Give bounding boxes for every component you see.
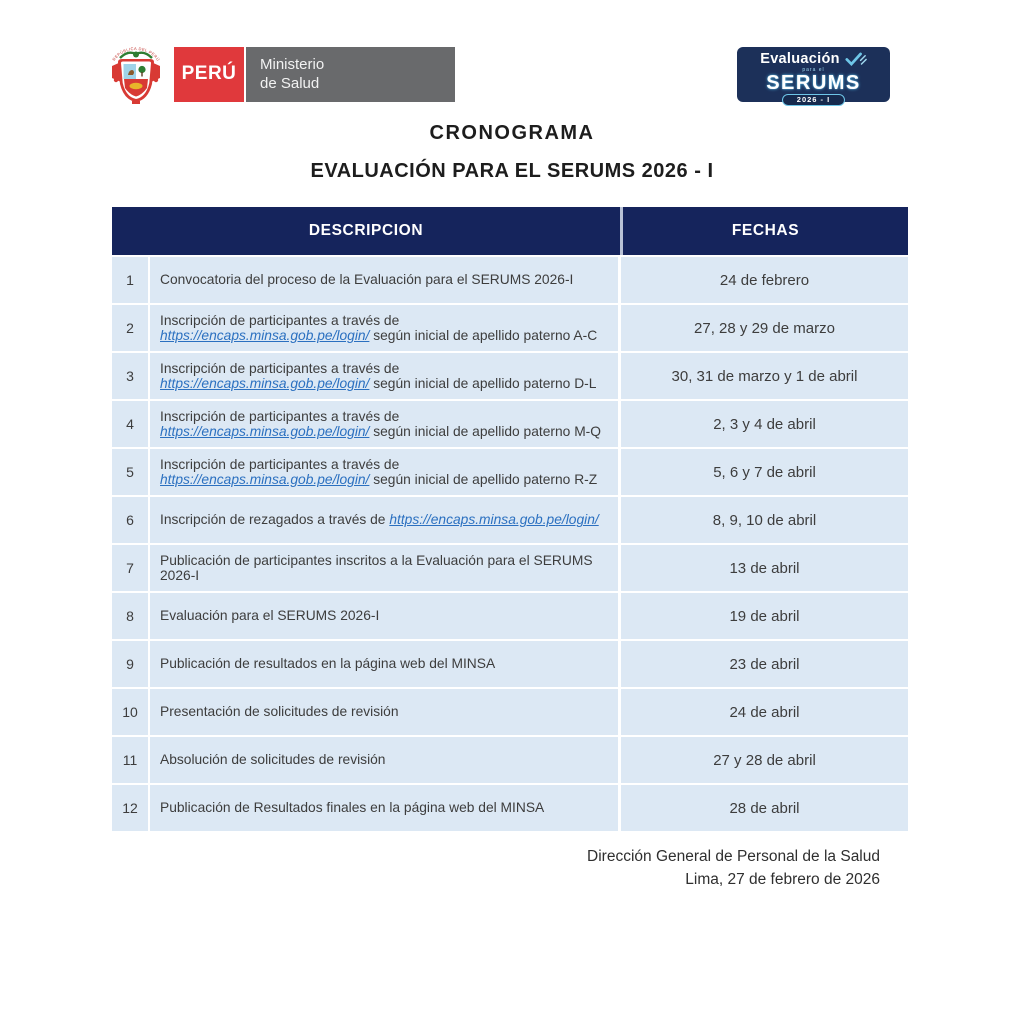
row-number: 9 [112,641,150,687]
description-text: según inicial de apellido paterno M-Q [369,424,602,439]
peru-coat-of-arms-icon [105,42,167,106]
description-text: Publicación de resultados en la página web del MINSA [160,656,496,672]
table-row [112,783,908,831]
row-description-text [160,553,606,583]
row-description-text [160,656,495,671]
description-text: Inscripción de participantes a través de [160,360,400,376]
table-row [112,591,908,639]
row-date: 5, 6 y 7 de abril [713,463,816,481]
description-text: Inscripción de participantes a través de [160,456,400,472]
peru-wordmark: PERÚ [174,47,244,102]
row-description [150,641,621,687]
row-number: 11 [112,737,150,783]
row-number: 12 [112,785,150,831]
serums-logo-year-badge: 2026 - I [782,94,845,106]
row-number: 7 [112,545,150,591]
row-description-text [160,512,599,527]
description-text: Inscripción de participantes a través de [160,312,400,328]
row-date: 27, 28 y 29 de marzo [694,319,835,337]
table-row [112,495,908,543]
serums-logo [737,47,890,102]
registration-link[interactable]: https://encaps.minsa.gob.pe/login/ [160,328,370,343]
table-row [112,543,908,591]
ministry-line2: de Salud [260,75,320,92]
table-row [112,447,908,495]
row-date: 13 de abril [729,559,800,577]
table-header-row [112,207,908,255]
row-number: 2 [112,305,150,351]
page-title: CRONOGRAMA [429,122,595,144]
row-description [150,497,621,543]
column-header-descripcion: DESCRIPCION [112,207,623,255]
row-description [150,545,621,591]
schedule-table [112,207,908,831]
row-description-text [160,272,573,287]
description-text: según inicial de apellido paterno D-L [369,376,597,391]
table-row [112,351,908,399]
ministry-line1: Ministerio [260,56,325,73]
row-description [150,737,621,783]
serums-logo-top-row [760,51,867,67]
row-description-text [160,800,544,815]
table-row [112,399,908,447]
serums-logo-evaluacion: Evaluación [760,51,840,67]
description-text: Convocatoria del proceso de la Evaluación para el SERUMS 2026-I [160,272,574,288]
svg-text:REPÚBLICA DEL PERÚ: REPÚBLICA DEL PERÚ [111,45,162,62]
signature-block [587,845,880,891]
row-date: 19 de abril [729,607,800,625]
row-description [150,257,621,303]
row-description-text [160,752,385,767]
gov-logo [105,42,455,106]
row-description-text [160,313,606,343]
row-description [150,593,621,639]
row-number: 4 [112,401,150,447]
table-row [112,255,908,303]
row-date: 27 y 28 de abril [713,751,816,769]
row-number: 10 [112,689,150,735]
row-description [150,449,621,495]
row-date: 30, 31 de marzo y 1 de abril [671,367,858,385]
description-text: Absolución de solicitudes de revisión [160,752,386,768]
row-date: 24 de abril [729,703,800,721]
row-description-text [160,608,379,623]
registration-link[interactable]: https://encaps.minsa.gob.pe/login/ [389,512,599,528]
row-date: 23 de abril [729,655,800,673]
description-text: Evaluación para el SERUMS 2026-I [160,608,380,624]
row-description [150,785,621,831]
column-header-fechas: FECHAS [731,222,800,239]
page-subtitle: EVALUACIÓN PARA EL SERUMS 2026 - I [310,160,714,182]
table-row [112,639,908,687]
row-date: 28 de abril [729,799,800,817]
row-description-text [160,409,606,439]
description-text: Publicación de participantes inscritos a la Evaluación para el SERUMS 2026-I [160,552,593,583]
serums-logo-serums: SERUMS [766,72,861,94]
row-number: 6 [112,497,150,543]
row-description-text [160,704,399,719]
serums-logo-para-el: para el [802,67,825,73]
table-row [112,303,908,351]
row-description-text [160,457,606,487]
description-text: según inicial de apellido paterno R-Z [369,472,598,487]
row-number: 8 [112,593,150,639]
row-date: 8, 9, 10 de abril [712,511,817,529]
description-text: Publicación de Resultados finales en la página web del MINSA [160,800,545,816]
table-body [112,255,908,831]
row-description [150,401,621,447]
table-row [112,735,908,783]
registration-link[interactable]: https://encaps.minsa.gob.pe/login/ [160,472,370,487]
row-date: 2, 3 y 4 de abril [713,415,816,433]
row-number: 1 [112,257,150,303]
registration-link[interactable]: https://encaps.minsa.gob.pe/login/ [160,424,370,439]
row-description [150,353,621,399]
description-text: Presentación de solicitudes de revisión [160,704,399,720]
description-text: según inicial de apellido paterno A-C [369,328,598,343]
registration-link[interactable]: https://encaps.minsa.gob.pe/login/ [160,376,370,391]
checkmark-icon [845,52,867,66]
row-number: 3 [112,353,150,399]
row-description-text [160,361,606,391]
row-description [150,689,621,735]
description-text: Inscripción de rezagados a través de [160,512,390,528]
row-date: 24 de febrero [719,271,810,289]
signature-line1: Dirección General de Personal de la Salud [587,848,880,865]
signature-line2: Lima, 27 de febrero de 2026 [685,871,880,888]
description-text: Inscripción de participantes a través de [160,408,400,424]
table-row [112,687,908,735]
ministry-name [246,47,455,102]
row-description [150,305,621,351]
row-number: 5 [112,449,150,495]
